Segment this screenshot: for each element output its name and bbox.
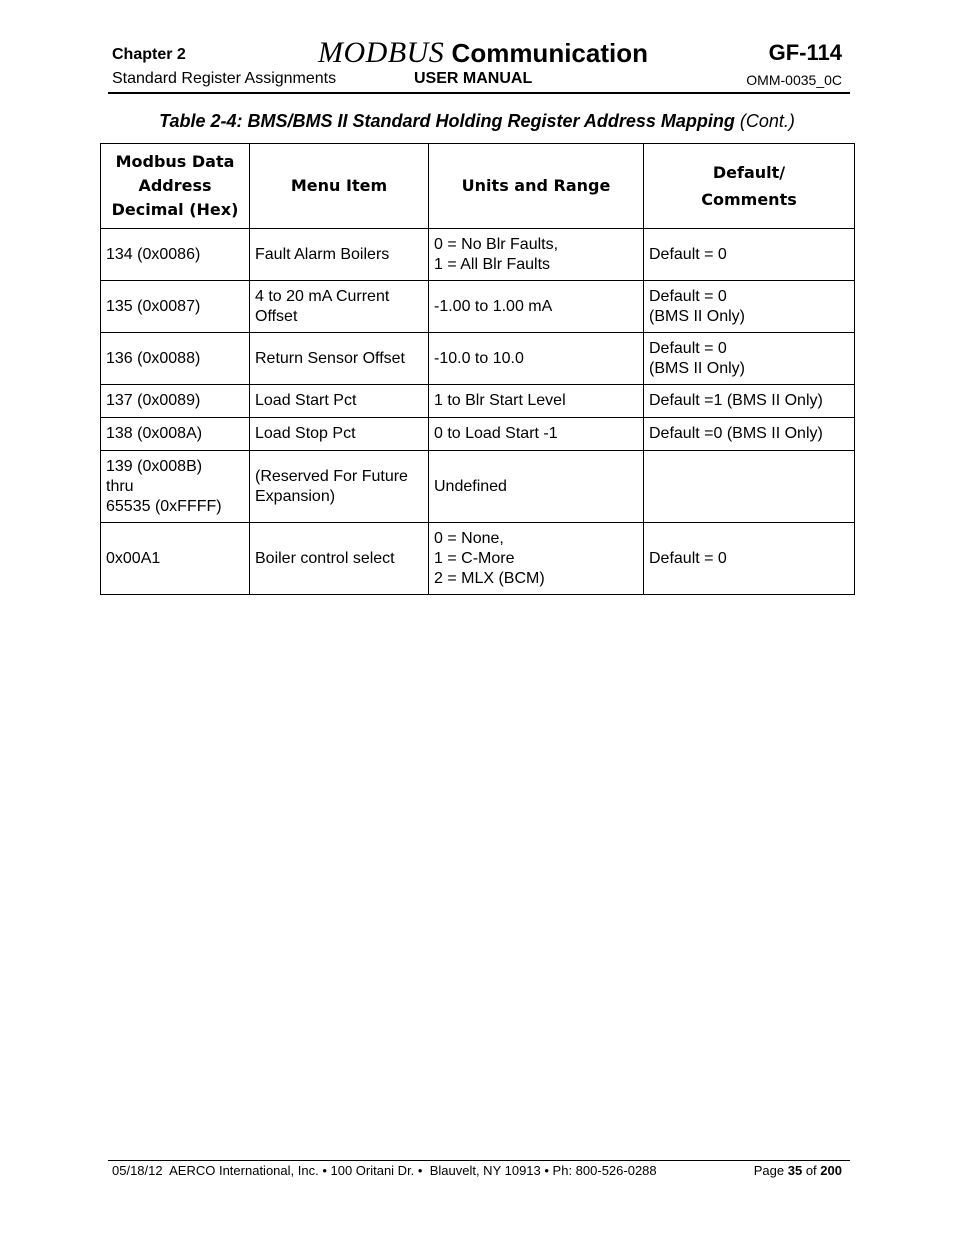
cell-address: 135 (0x0087) [101,281,250,333]
page-header [108,36,850,94]
header-default-comments: Default/ Comments [644,144,855,229]
title-communication: Communication [444,38,648,68]
header-units-range: Units and Range [429,144,644,229]
caption-cont: (Cont.) [734,111,795,131]
doc-number: OMM-0035_0C [746,72,842,88]
section-title: Standard Register Assignments [112,70,337,87]
cell-menu-item: Return Sensor Offset [250,333,429,385]
cell-units-range: 0 = No Blr Faults, 1 = All Blr Faults [429,229,644,281]
table-row [101,281,855,333]
header-menu-item: Menu Item [250,144,429,229]
footer-info: 05/18/12 AERCO International, Inc. • 100 Oritani Dr. • Blauvelt, NY 10913 • Ph: 800-526-0288 [112,1163,657,1178]
doc-code: GF-114 [768,40,842,65]
caption-main: Table 2-4: BMS/BMS II Standard Holding Register Address Mapping [159,111,735,131]
cell-menu-item: (Reserved For Future Expansion) [250,451,429,523]
cell-address: 134 (0x0086) [101,229,250,281]
cell-menu-item: Load Stop Pct [250,418,429,451]
cell-units-range: Undefined [429,451,644,523]
page-number: Page 35 of 200 [753,1163,842,1178]
cell-default: Default = 0 [644,523,855,595]
cell-menu-item: 4 to 20 mA Current Offset [250,281,429,333]
table-header-row [101,144,855,229]
header-address: Modbus Data Address Decimal (Hex) [101,144,250,229]
cell-address: 136 (0x0088) [101,333,250,385]
cell-address: 137 (0x0089) [101,385,250,418]
title-modbus: MODBUS [318,36,445,69]
table-caption [100,111,854,132]
cell-default: Default = 0 [644,229,855,281]
chapter-label: Chapter 2 [112,46,186,63]
header-divider [108,92,850,94]
table-row [101,523,855,595]
table-row [101,229,855,281]
table-row [101,418,855,451]
table-row [101,451,855,523]
cell-menu-item: Fault Alarm Boilers [250,229,429,281]
cell-menu-item: Boiler control select [250,523,429,595]
footer-divider [108,1160,850,1161]
cell-units-range: -10.0 to 10.0 [429,333,644,385]
page-footer [108,1160,850,1178]
cell-menu-item: Load Start Pct [250,385,429,418]
cell-default: Default =1 (BMS II Only) [644,385,855,418]
table-body [101,229,855,595]
cell-units-range: 1 to Blr Start Level [429,385,644,418]
cell-address: 138 (0x008A) [101,418,250,451]
cell-default: Default =0 (BMS II Only) [644,418,855,451]
cell-default: Default = 0 (BMS II Only) [644,333,855,385]
cell-units-range: 0 to Load Start -1 [429,418,644,451]
cell-address: 139 (0x008B) thru 65535 (0xFFFF) [101,451,250,523]
cell-units-range: -1.00 to 1.00 mA [429,281,644,333]
cell-default [644,451,855,523]
cell-address: 0x00A1 [101,523,250,595]
cell-default: Default = 0 (BMS II Only) [644,281,855,333]
table-row [101,333,855,385]
page-title [308,36,658,70]
manual-label: USER MANUAL [414,70,533,87]
table-row [101,385,855,418]
cell-units-range: 0 = None, 1 = C-More 2 = MLX (BCM) [429,523,644,595]
register-table [100,143,855,595]
